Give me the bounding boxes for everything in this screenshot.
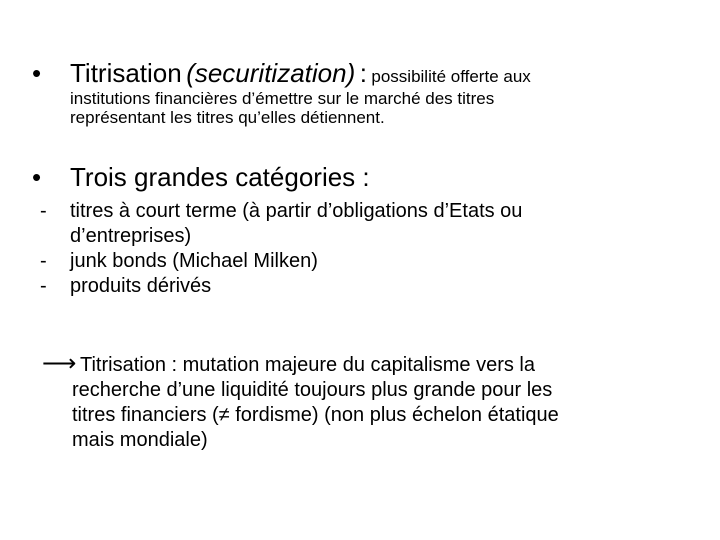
list-item-text [70, 274, 680, 299]
bullet-marker: • [32, 58, 42, 88]
conclusion-first-line [42, 351, 682, 378]
list-item-line: junk bonds (Michael Milken) [70, 250, 318, 272]
term-securitization: (securitization) [186, 58, 356, 88]
list-item-text [70, 199, 680, 249]
list-item-line: titres à court terme (à partir d’obligations d’Etats ou [70, 200, 523, 222]
list-dash: - [40, 250, 47, 272]
list-dash: - [40, 200, 47, 222]
categories-list [40, 199, 680, 299]
list-item-text [70, 249, 680, 274]
list-dash: - [40, 275, 47, 297]
bullet-categories [32, 162, 692, 193]
list-item-line: d’entreprises) [70, 225, 192, 247]
definition-line-3: représentant les titres qu’elles détiennent. [70, 108, 385, 127]
definition-start: possibilité offerte aux [371, 67, 531, 86]
conclusion-line-1: Titrisation : mutation majeure du capitalisme vers la [80, 354, 535, 376]
list-item-line: produits dérivés [70, 275, 212, 297]
list-item [40, 199, 680, 249]
bullet-categories-line [32, 162, 692, 193]
term-titrisation: Titrisation [70, 58, 182, 88]
list-item [40, 274, 680, 299]
conclusion-line-2: recherche d’une liquidité toujours plus grande pour les [72, 379, 553, 401]
arrow-right-icon: ⟶ [42, 350, 77, 377]
list-item [40, 249, 680, 274]
bullet-titrisation [32, 58, 692, 127]
bullet-titrisation-first-line [32, 58, 692, 89]
conclusion-line-3: titres financiers (≠ fordisme) (non plus échelon étatique [72, 404, 559, 426]
definition-line-2: institutions financières d’émettre sur le marché des titres [70, 89, 495, 108]
conclusion-line-4: mais mondiale) [72, 429, 208, 451]
conclusion [42, 351, 682, 453]
bullet-marker: • [32, 162, 42, 192]
categories-heading: Trois grandes catégories : [70, 162, 370, 192]
term-colon: : [359, 58, 367, 88]
